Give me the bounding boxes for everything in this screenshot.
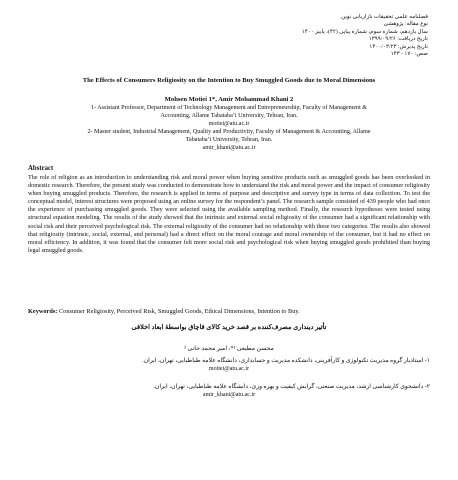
journal-header — [228, 14, 428, 58]
persian-affiliation-1-text: ۱- استادیار گروه مدیریت تکنولوژی و کارآفرینی، دانشکده مدیریت و حسابداری، دانشگاه علامه طباطبایی، تهران، ایران. — [142, 358, 430, 364]
affiliation-1-line1: 1- Assistant Professor, Department of Technology Management and Entrepreneurship, Faculty of Management & — [90, 105, 368, 111]
persian-affiliation-2-text: ۲- دانشجوی کارشناسی ارشد، مدیریت صنعتی، گرایش کیفیت و بهره وری، دانشگاه علامه طباطبایی، تهران، ایران. — [153, 384, 430, 390]
affiliation-2-email: amir_khani@atu.ac.ir — [202, 145, 256, 151]
affiliation-1-email: motiei@atu.ac.ir — [208, 121, 250, 127]
persian-affiliation-2-email: amir_khani@atu.ac.ir — [202, 392, 256, 398]
abstract-heading: Abstract — [28, 165, 54, 172]
keywords-text: Consumer Religiosity, Perceived Risk, Smuggled Goods, Ethical Dimensions, Intention to Buy. — [58, 308, 300, 315]
keywords-label: Keywords: — [28, 308, 58, 315]
affiliation-2-line1: 2- Master student, Industrial Management, Quality and Productivity, Faculty of Management & Accounting, Allame — [87, 129, 371, 135]
paper-title: The Effects of Consumers Religiosity on the Intention to Buy Smuggled Goods due to Moral Dimensions — [82, 77, 376, 84]
paper-authors: Mohsen Motiei 1*, Amir Mohammad Khani 2 — [164, 96, 294, 103]
persian-authors: محسن مطیعی ¹*، امیر محمد خانی ² — [184, 346, 274, 352]
affiliation-2 — [28, 128, 430, 152]
accepted-date: تاریخ پذیرش: ۱۴۰۰/۰۳/۲۳ — [369, 43, 428, 50]
persian-title: تأثیر دینداری مصرف‌کننده بر قصد خرید کالای قاچاق بواسطۀ ابعاد اخلاقی — [131, 324, 327, 331]
journal-name: فصلنامه علمی تحقیقات بازاریابی نوین — [341, 14, 428, 20]
affiliation-2-line2: Tabataba’i University, Tehran, Iran. — [185, 137, 273, 143]
persian-affiliation-1-email: motiei@atu.ac.ir — [208, 366, 250, 372]
persian-affiliation-1 — [28, 357, 430, 373]
abstract-text: The role of religion as an introduction to understanding risk and moral power when buying sensitive products such as smuggled goods has been overlooked in domestic research. Therefore, the present study was conducted to demonstrate how to understand the risk and moral power and the impact of consumer religiosity when buying smuggled products. Therefore, the research is applied in terms of purpose and descriptive and survey type in terms of data collection. To test the conceptual model, interest structures were proposed using an online survey for the respondent’s panel. The research sample consisted of 439 people who had once the experience of purchasing smuggled goods. They were selected using the available sampling method. Finally, the research hypotheses were tested using structural equation modeling. The results of the study showed that the intrinsic and external social religiosity of the consumer had a significant relationship with social risk and their perceived psychological risk. The external religiosity of the consumer had no relationship with these two categories. The results also showed that religiosity (intrinsic, social, external, and personal) had a direct effect on the moral courage and moral ownership of the consumer, but it had no effect on moral efficiency. In addition, it was found that the consumer felt more social risk and psychological risk when buying smuggled goods prohibited than buying legal smuggled goods. — [28, 174, 430, 254]
page-range: صص: ۱۷۰ - ۱۴۳ — [390, 51, 428, 58]
persian-affiliation-2 — [28, 383, 430, 399]
affiliation-1 — [28, 104, 430, 128]
keywords — [28, 308, 430, 315]
volume-line: سال یازدهم، شماره سوم، شماره پیاپی (۴۲)، پاییز ۱۴۰۰ — [301, 28, 428, 35]
affiliation-1-line2: Accounting, Allame Tabataba’i University, Tehran, Iran. — [160, 113, 298, 119]
article-type: نوع مقاله: پژوهشی — [383, 21, 428, 28]
received-date: تاریخ دریافت: ۱۳۹۹/۰۹/۲۶ — [368, 36, 428, 43]
